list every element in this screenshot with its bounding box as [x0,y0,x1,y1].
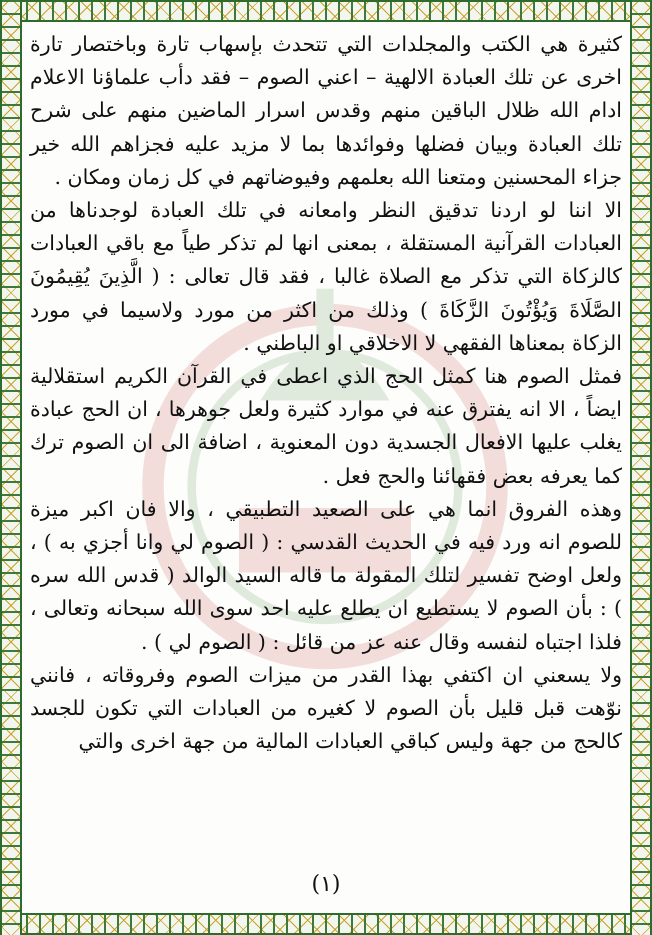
decorative-border-left [0,0,22,935]
paragraph-3: فمثل الصوم هنا كمثل الحج الذي اعطى في القرآن الكريم استقلالية ايضاً ، الا انه يفترق عنه في موارد كثيرة ولعل جوهرها ، ان الحج عبادة يغلب عليها الافعال الجسدية دون المعنوية ، اضافة الى ان الصوم ترك كما يعرفه بعض فقهائنا والحج فعل . [30,364,622,488]
body-text [30,28,622,758]
decorative-border-top [0,0,652,22]
page-number: (١) [311,872,341,897]
paragraph-1: كثيرة هي الكتب والمجلدات التي تتحدث بإسهاب تارة وباختصار تارة اخرى عن تلك العبادة الالهية – اعني الصوم – فقد دأب علماؤنا الاعلام ادام الله ظلال الباقين منهم وقدس اسرار الماضين منهم على شرح تلك العبادة وبيان فضلها وفوائدها بما لا مزيد عليه فجزاهم الله خير جزاء المحسنين ومتعنا الله بعلمهم وفيوضاتهم في كل زمان ومكان . [30,32,622,189]
paragraph-4: وهذه الفروق انما هي على الصعيد التطبيقي ، والا فان اكبر ميزة للصوم انه ورد فيه في الحديث القدسي : ( الصوم لي وانا أجزي به ) ، ولعل اوضح تفسير لتلك المقولة ما قاله السيد الوالد ( قدس الله سره ) : بأن الصوم لا يستطيع ان يطلع عليه احد سوى الله سبحانه وتعالى ، فلذا اجتباه لنفسه وقال عنه عز من قائل : ( الصوم لي ) . [30,496,622,654]
paragraph-2: الا اننا لو اردنا تدقيق النظر وامعانه في تلك العبادة لوجدناها من العبادات القرآنية المستقلة ، بمعنى انها لم تذكر طياً مع باقي العبادات كالزكاة التي تذكر مع الصلاة غالبا ، فقد قال تعالى : ( الَّذِينَ يُقِيمُونَ الصَّلَاةَ وَيُؤْتُونَ الزَّكَاةَ ) وذلك من اكثر من مورد ولاسيما في مورد الزكاة بمعناها الفقهي لا الاخلاقي او الباطني . [30,198,622,355]
paragraph-5: ولا يسعني ان اكتفي بهذا القدر من ميزات الصوم وفروقاته ، فانني نوّهت قبل قليل بأن الصوم لا كغيره من العبادات التي تكون للجسد كالحج من جهة وليس كباقي العبادات المالية من جهة اخرى والتي [30,662,622,754]
decorative-border-right [630,0,652,935]
decorative-border-bottom [0,913,652,935]
